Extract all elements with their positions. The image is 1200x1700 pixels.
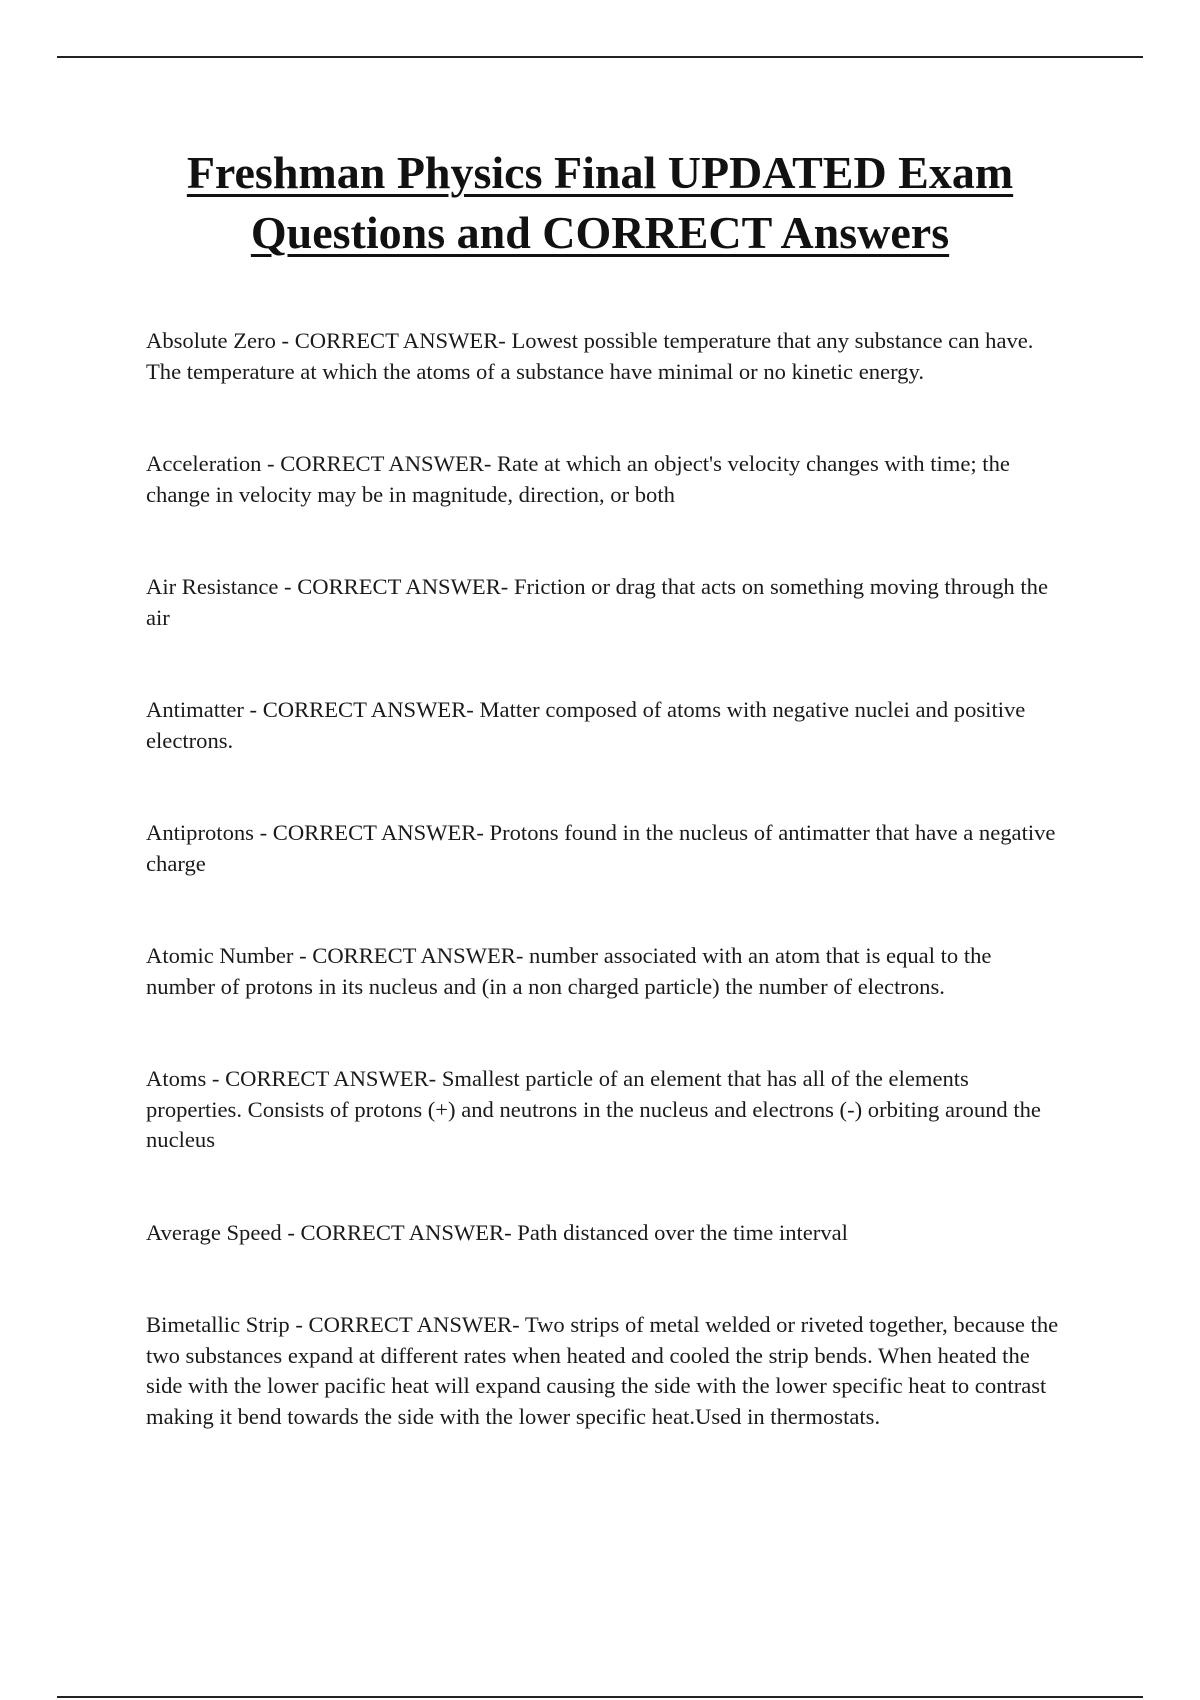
title-line-2: Questions and CORRECT Answers xyxy=(250,207,950,258)
qa-entry-atoms: Atoms - CORRECT ANSWER- Smallest particle of an element that has all of the elements properties. Consists of protons (+) and neutrons in the nucleus and electrons (-) orbiting around the nucleus xyxy=(146,1066,1041,1152)
qa-entry-average-speed: Average Speed - CORRECT ANSWER- Path distanced over the time interval xyxy=(146,1219,848,1245)
bottom-rule xyxy=(57,1696,1143,1698)
top-rule xyxy=(57,56,1143,58)
qa-entry-bimetallic-strip: Bimetallic Strip - CORRECT ANSWER- Two strips of metal welded or riveted together, because the two substances expand at different rates when heated and cooled the strip bends. When heated the side with the lower pacific heat will expand causing the side with the lower specific heat to contrast making it bend towards the side with the lower specific heat.Used in thermostats. xyxy=(146,1312,1059,1429)
qa-list xyxy=(146,326,1066,1432)
qa-entry-antimatter: Antimatter - CORRECT ANSWER- Matter composed of atoms with negative nuclei and positive electrons. xyxy=(146,697,1026,753)
qa-entry-acceleration: Acceleration - CORRECT ANSWER- Rate at which an object's velocity changes with time; the change in velocity may be in magnitude, direction, or both xyxy=(146,451,1010,507)
title-line-1: Freshman Physics Final UPDATED Exam xyxy=(186,147,1014,198)
qa-entry-absolute-zero: Absolute Zero - CORRECT ANSWER- Lowest possible temperature that any substance can have. The temperature at which the atoms of a substance have minimal or no kinetic energy. xyxy=(146,328,1034,384)
qa-entry-air-resistance: Air Resistance - CORRECT ANSWER- Friction or drag that acts on something moving through the air xyxy=(146,574,1048,630)
qa-entry-atomic-number: Atomic Number - CORRECT ANSWER- number associated with an atom that is equal to the number of protons in its nucleus and (in a non charged particle) the number of electrons. xyxy=(146,943,992,999)
document-title xyxy=(60,143,1140,263)
qa-entry-antiprotons: Antiprotons - CORRECT ANSWER- Protons found in the nucleus of antimatter that have a negative charge xyxy=(146,820,1056,876)
